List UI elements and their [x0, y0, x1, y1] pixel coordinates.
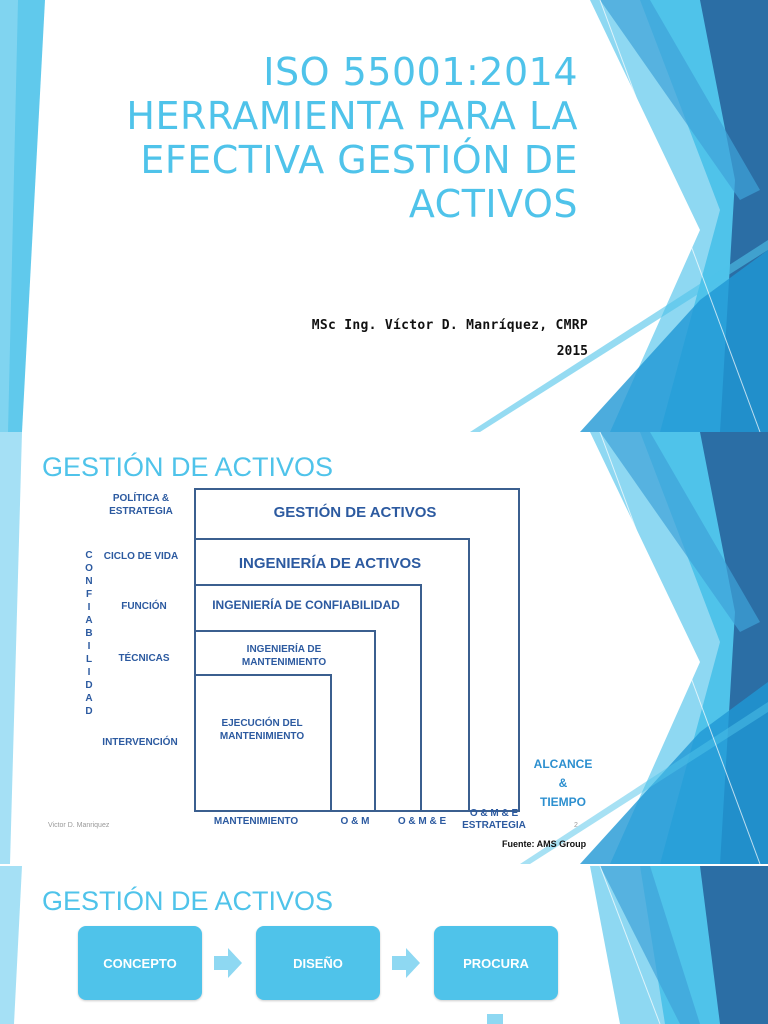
label-ciclo-de-vida: CICLO DE VIDA	[103, 551, 179, 562]
vertical-letter: A	[85, 693, 93, 704]
vertical-letter: D	[85, 706, 93, 717]
slide-title: GESTIÓN DE ACTIVOS	[42, 452, 334, 482]
step-diseno: DISEÑO	[256, 926, 380, 1000]
scope-line: TIEMPO	[539, 795, 586, 809]
footer-author: Victor D. Manriquez	[48, 822, 110, 829]
bottom-label-mantenimiento: MANTENIMIENTO	[213, 816, 299, 827]
label-intervencion: INTERVENCIÓN	[102, 737, 178, 748]
label-politica-estrategia: POLÍTICA & ESTRATEGIA	[109, 493, 173, 517]
scope-label	[526, 755, 600, 812]
vertical-letter: A	[85, 615, 93, 626]
process-slide	[0, 866, 768, 1024]
vertical-letter: O	[85, 563, 93, 574]
bottom-label-ome: O & M & E	[397, 816, 447, 827]
source-note: Fuente: AMS Group	[502, 839, 587, 849]
title-line: EFECTIVA GESTIÓN DE	[140, 138, 578, 182]
slide-title: GESTIÓN DE ACTIVOS	[42, 886, 334, 916]
vertical-letter: I	[87, 667, 91, 678]
slide-title	[58, 50, 578, 226]
box-label-mantenimiento: INGENIERÍA DE MANTENIMIENTO	[241, 644, 327, 668]
title-line: ISO 55001:2014	[263, 50, 578, 94]
page-number: 2	[574, 822, 578, 829]
bottom-label-om: O & M	[340, 816, 370, 827]
label-tecnicas: TÉCNICAS	[118, 653, 170, 664]
scope-line: ALCANCE	[533, 757, 593, 771]
scope-line: &	[558, 776, 568, 790]
box-label-ingenieria-activos: INGENIERÍA DE ACTIVOS	[238, 555, 422, 572]
vertical-letter: C	[85, 550, 93, 561]
vertical-letter: F	[85, 589, 93, 600]
vertical-letter: B	[85, 628, 93, 639]
vertical-letter: I	[87, 641, 91, 652]
box-ejecucion-del-mantenimiento	[194, 674, 332, 812]
arrow-down-icon	[487, 1014, 503, 1024]
arrow-right-icon	[214, 948, 242, 978]
bottom-label-ome-estrategia: O & M & E ESTRATEGIA	[462, 808, 526, 831]
label-funcion: FUNCIÓN	[121, 601, 167, 612]
asset-management-slide	[0, 432, 768, 864]
vertical-letter: D	[85, 680, 93, 691]
box-label-ejecucion: EJECUCIÓN DEL MANTENIMIENTO	[219, 718, 305, 742]
step-concepto: CONCEPTO	[78, 926, 202, 1000]
vertical-letter: I	[87, 602, 91, 613]
box-label-gestion: GESTIÓN DE ACTIVOS	[273, 504, 437, 521]
title-slide	[0, 0, 768, 432]
step-procura: PROCURA	[434, 926, 558, 1000]
author-name: MSc Ing. Víctor D. Manríquez, CMRP	[311, 318, 588, 333]
title-line: HERRAMIENTA PARA LA	[126, 94, 578, 138]
arrow-right-icon	[392, 948, 420, 978]
presentation-year: 2015	[556, 344, 588, 359]
vertical-letter: L	[85, 654, 93, 665]
title-line: ACTIVOS	[408, 182, 578, 226]
box-label-confiabilidad: INGENIERÍA DE CONFIABILIDAD	[212, 598, 400, 612]
vertical-letter: N	[85, 576, 93, 587]
